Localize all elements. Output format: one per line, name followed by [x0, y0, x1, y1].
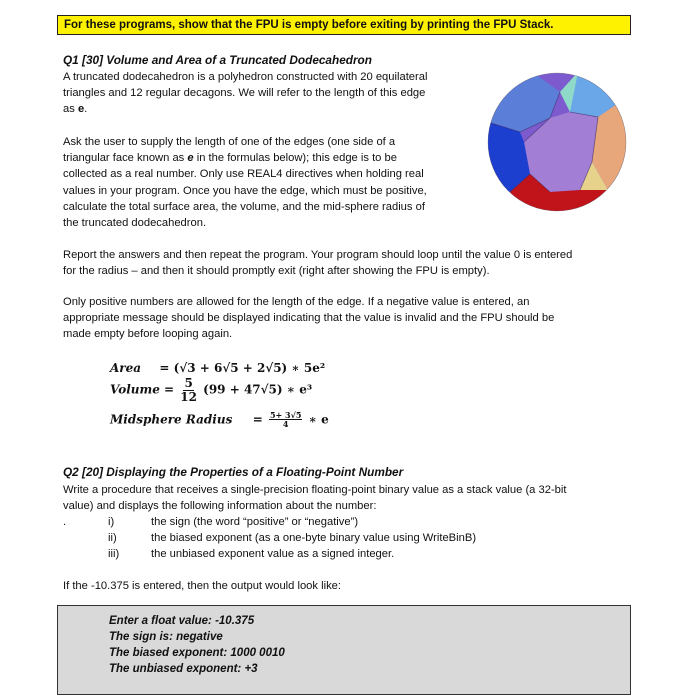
list-item [63, 530, 623, 546]
list-bullet: . [63, 516, 67, 528]
volume-label: Volume [110, 382, 160, 397]
area-label: Area [110, 361, 142, 375]
sample-output-line: The sign is: negative [109, 631, 223, 643]
midsphere-denominator: 4 [282, 419, 289, 430]
midsphere-equals: = [252, 412, 263, 427]
q1-positive-line: appropriate message should be displayed indicating that the value is invalid and the FPU should be [63, 312, 555, 325]
list-item-text: the biased exponent (as a one-byte binary value using WriteBinB) [151, 532, 477, 544]
q1-report-line: for the radius – and then it should promptly exit (right after showing the FPU is empty). [63, 265, 490, 278]
q2-example-line: If the -10.375 is entered, then the output would look like: [63, 580, 342, 592]
q1-intro-line [63, 101, 483, 117]
volume-expression: (99 + 47√5) ∗ e³ [203, 382, 313, 397]
list-item [63, 514, 623, 530]
volume-fraction [180, 377, 197, 403]
sample-output-line: The biased exponent: 1000 0010 [109, 647, 285, 659]
q2-heading: Q2 [20] Displaying the Properties of a Floating-Point Number [63, 465, 404, 479]
list-item-number: ii) [108, 532, 117, 544]
list-item-number: iii) [108, 548, 120, 560]
list-item [63, 546, 623, 562]
q1-ask-line2-prefix: triangular face known as [63, 152, 188, 165]
q2-intro-line: Write a procedure that receives a single-precision floating-point binary value as a stack value (a 32-bit [63, 484, 567, 496]
q1-intro-last-prefix: as [63, 103, 78, 116]
list-item-text: the sign (the word “positive” or “negative”) [151, 516, 359, 528]
q1-ask-line: calculate the total surface area, the volume, and the mid-sphere radius of [63, 200, 425, 213]
q1-ask-line [63, 150, 483, 166]
edge-symbol: e [77, 103, 85, 116]
midsphere-label: Midsphere Radius [110, 412, 233, 427]
q1-ask-line: collected as a real number. Only use REAL4 directives when holding real [63, 168, 424, 181]
q1-intro-line: A truncated dodecahedron is a polyhedron constructed with 20 equilateral [63, 71, 428, 83]
q2-intro-line: value) and displays the following information about the number: [63, 500, 377, 513]
list-item-text: the unbiased exponent value as a signed integer. [151, 548, 395, 560]
q1-positive-paragraph [63, 294, 643, 343]
q2-requirements-list [63, 514, 623, 562]
q1-ask-line: Ask the user to supply the length of one of the edges (one side of a [63, 136, 396, 148]
volume-equals: = [164, 382, 175, 397]
midsphere-formula [110, 411, 329, 429]
volume-numerator: 5 [184, 376, 193, 390]
area-expression: = (√3 + 6√5 + 2√5) ∗ 5e² [159, 361, 326, 375]
q1-ask-line: the truncated dodecahedron. [63, 217, 207, 230]
q1-positive-line: Only positive numbers are allowed for the length of the edge. If a negative value is entered, an [63, 296, 530, 308]
volume-denominator: 12 [180, 389, 197, 404]
edge-symbol: e [187, 152, 194, 165]
sample-output-box [57, 605, 631, 695]
q1-report-line: Report the answers and then repeat the program. Your program should loop until the value 0 is entered [63, 249, 573, 261]
q2-intro [63, 482, 648, 514]
instruction-banner: For these programs, show that the FPU is empty before exiting by printing the FPU Stack. [57, 15, 631, 35]
q1-ask-line: values in your program. Once you have the edge, which must be positive, [63, 184, 427, 197]
truncated-dodecahedron-image [480, 62, 630, 222]
list-item-number: i) [108, 516, 115, 528]
q1-heading: Q1 [30] Volume and Area of a Truncated Dodecahedron [63, 53, 372, 67]
area-formula [110, 361, 325, 375]
sample-output-line: Enter a float value: -10.375 [109, 615, 255, 627]
q1-intro-last-suffix: . [84, 103, 88, 116]
sample-output-line: The unbiased exponent: +3 [109, 663, 258, 675]
q1-intro [63, 69, 483, 118]
q1-intro-line: triangles and 12 regular decagons. We will refer to the length of this edge [63, 87, 426, 100]
midsphere-numerator: 5+ 3√5 [269, 410, 302, 420]
midsphere-expression: ∗ e [308, 412, 329, 427]
q1-positive-line: made empty before looping again. [63, 328, 233, 341]
q1-ask-line2-suffix: in the formulas below); this edge is to be [193, 152, 397, 165]
q1-ask-paragraph [63, 134, 483, 231]
q1-report-paragraph [63, 247, 643, 279]
volume-formula [110, 377, 312, 403]
midsphere-fraction [269, 411, 302, 429]
